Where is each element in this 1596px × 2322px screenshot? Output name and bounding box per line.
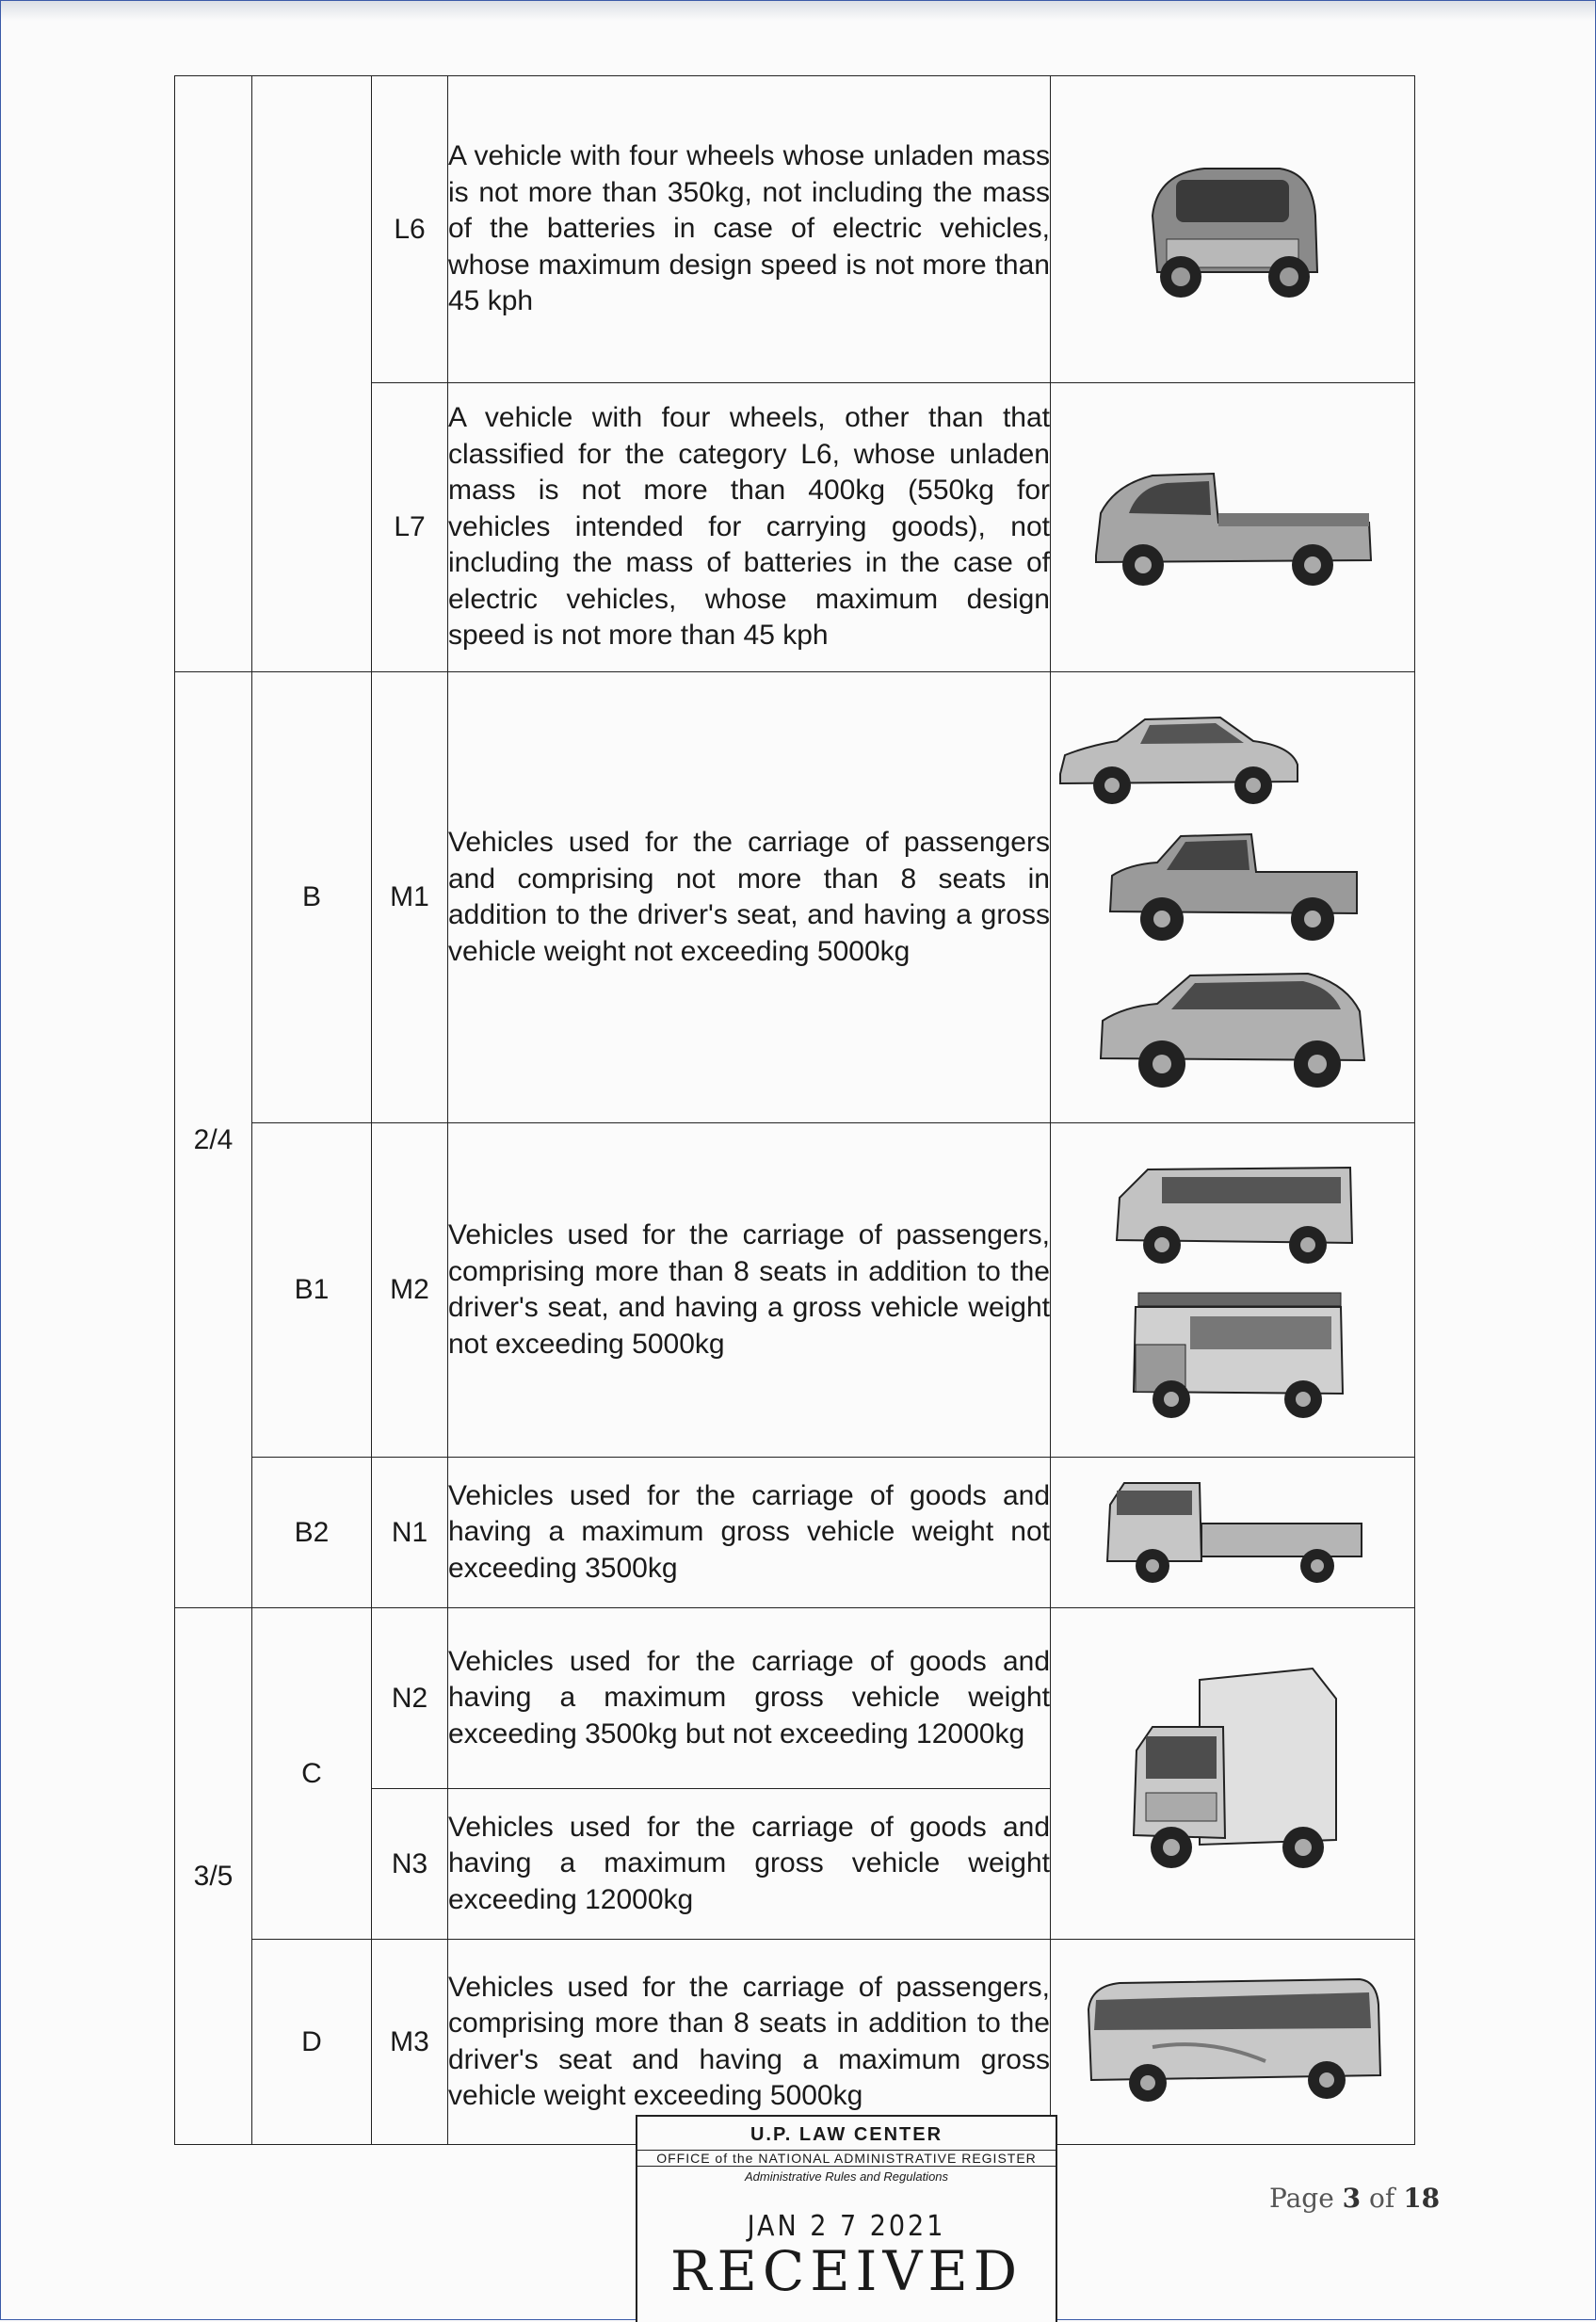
category-description: A vehicle with four wheels whose unladen mass is not more than 350kg, not including the mass of the batteries in case of electric vehicles, whose maximum design speed is not more than 45 kph — [448, 76, 1051, 383]
table-row — [175, 1458, 1415, 1608]
table-row — [175, 1608, 1415, 1789]
category-description: Vehicles used for the carriage of passengers and comprising not more than 8 seats in addition to the driver's seat, and having a gross vehicle weight not exceeding 5000kg — [448, 672, 1051, 1123]
stamp-office: OFFICE of the NATIONAL ADMINISTRATIVE REGISTER — [637, 2150, 1056, 2167]
table-row — [175, 672, 1415, 1123]
category-code: M3 — [372, 1940, 448, 2145]
van-image — [1105, 1151, 1360, 1273]
table-row — [175, 76, 1415, 383]
vehicle-image-cell — [1051, 1123, 1415, 1458]
stamp-date: JAN 2 7 2021 — [747, 2210, 946, 2243]
table-row — [175, 1940, 1415, 2145]
stamp-received: RECEIVED — [669, 2239, 1024, 2303]
category-code: L6 — [372, 76, 448, 383]
table-row — [175, 1123, 1415, 1458]
category-code: N2 — [372, 1608, 448, 1789]
vehicle-image-cell — [1051, 1940, 1415, 2145]
category-description: Vehicles used for the carriage of goods and having a maximum gross vehicle weight exceeding 12000kg — [448, 1789, 1051, 1940]
category-description: Vehicles used for the carriage of goods and having a maximum gross vehicle weight not exceeding 3500kg — [448, 1458, 1051, 1608]
category-description: Vehicles used for the carriage of passengers, comprising more than 8 seats in addition to the driver's seat, and having a gross vehicle weight not exceeding 5000kg — [448, 1123, 1051, 1458]
vehicle-image-cell — [1051, 1458, 1415, 1608]
license-code: D — [252, 1940, 372, 2145]
category-code: N3 — [372, 1789, 448, 1940]
page-number: Page 3 of 18 — [1269, 2183, 1441, 2214]
current-page: 3 — [1342, 2183, 1362, 2214]
category-code: N1 — [372, 1458, 448, 1608]
category-code: M1 — [372, 672, 448, 1123]
license-code: B2 — [252, 1458, 372, 1608]
category-description: Vehicles used for the carriage of passengers, comprising more than 8 seats in addition to the driver's seat and having a maximum gross vehicle weight exceeding 5000kg — [448, 1940, 1051, 2145]
suv-image — [1091, 955, 1374, 1096]
jeepney-image — [1115, 1279, 1350, 1429]
restriction-code: 3/5 — [175, 1608, 252, 2145]
vehicle-image-cell — [1051, 383, 1415, 672]
license-code-cell — [252, 76, 372, 672]
sedan-image — [1051, 699, 1305, 812]
license-code: C — [252, 1608, 372, 1940]
vehicle-image-cell — [1051, 76, 1415, 383]
category-code: L7 — [372, 383, 448, 672]
pickup-image — [1101, 817, 1364, 949]
box-truck-image — [1110, 1661, 1355, 1887]
vehicle-image-cell — [1051, 1608, 1415, 1940]
microcar-image — [1129, 150, 1336, 310]
restriction-code: 2/4 — [175, 672, 252, 1608]
vehicle-category-table — [174, 75, 1415, 2145]
category-description: A vehicle with four wheels, other than that classified for the category L6, whose unladen mass is not more than 400kg (550kg for vehicles intended for carrying goods), not including the mass of batteries in the case of electric vehicles, whose maximum design speed is not more than 45 kph — [448, 383, 1051, 672]
light-truck-image — [1096, 1472, 1369, 1594]
category-description: Vehicles used for the carriage of goods and having a maximum gross vehicle weight exceeding 3500kg but not exceeding 12000kg — [448, 1608, 1051, 1789]
mini-pickup-image — [1077, 447, 1388, 607]
restriction-code-cell — [175, 76, 252, 672]
vehicle-image-cell — [1051, 672, 1415, 1123]
stamp-subtitle: Administrative Rules and Regulations — [744, 2169, 949, 2184]
stamp-org: U.P. LAW CENTER — [750, 2124, 943, 2145]
license-code: B1 — [252, 1123, 372, 1458]
total-pages: 18 — [1403, 2183, 1441, 2214]
received-stamp — [636, 2115, 1057, 2322]
category-code: M2 — [372, 1123, 448, 1458]
bus-image — [1077, 1972, 1388, 2113]
license-code: B — [252, 672, 372, 1123]
